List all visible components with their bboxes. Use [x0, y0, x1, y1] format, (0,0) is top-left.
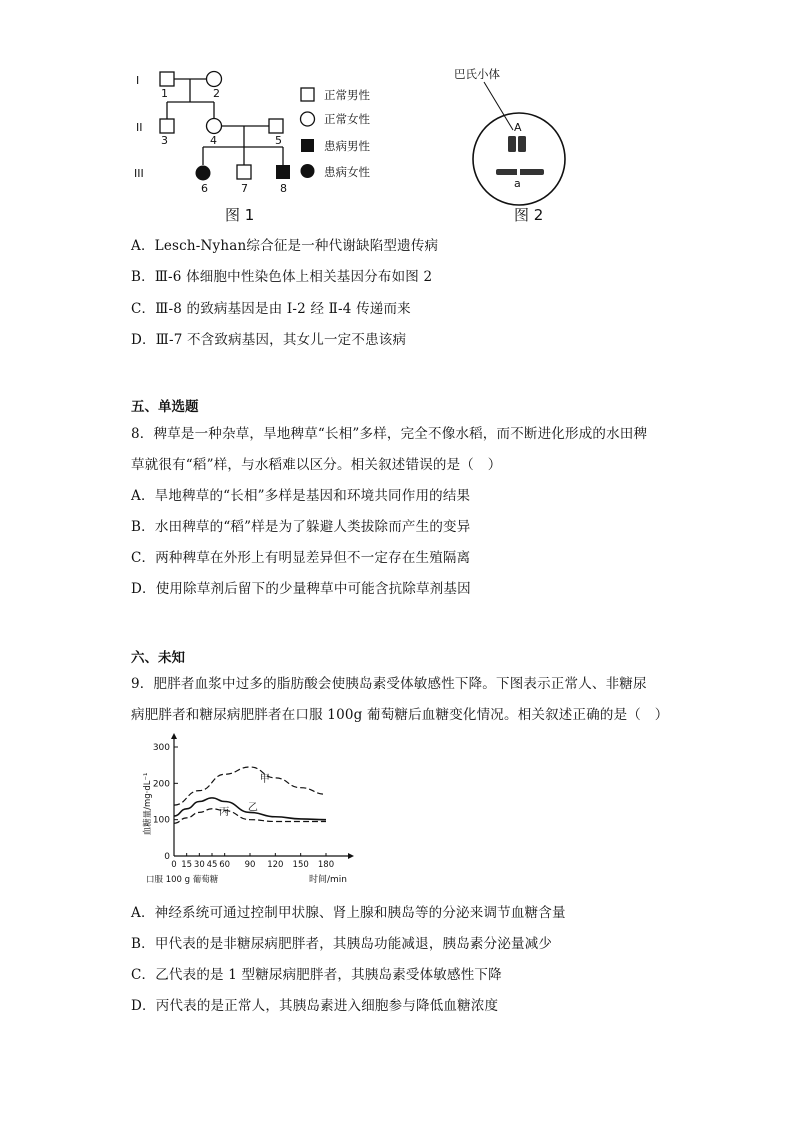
series-label-乙: 乙	[247, 802, 258, 814]
pedigree-II-5-normal-male	[269, 119, 283, 133]
pedigree-II-4-normal-female	[207, 119, 222, 134]
legend-affected-male: 患病男性	[324, 139, 370, 153]
pedigree-I-2-normal-female	[207, 72, 222, 87]
x-tick-label: 90	[244, 860, 256, 870]
chart-series-group	[174, 767, 326, 823]
x-tick-label: 150	[292, 860, 309, 870]
legend-normal-female: 正常女性	[324, 112, 370, 126]
x-tick-label: 30	[193, 860, 205, 870]
q7-option-a: A．Lesch-Nyhan综合征是一种代谢缺陷型遗传病	[131, 238, 439, 254]
q8-option-d: D．使用除草剂后留下的少量稗草中可能含抗除草剂基因	[131, 581, 471, 597]
blood-sugar-chart	[128, 732, 368, 892]
gen-label-II: II	[136, 121, 143, 134]
q9-stem-line1: 9．肥胖者血浆中过多的脂肪酸会使胰岛素受体敏感性下降。下图表示正常人、非糖尿	[131, 676, 647, 692]
chart-text-group	[142, 743, 347, 885]
series-line-甲	[174, 767, 326, 805]
gen-label-I: I	[136, 74, 140, 87]
y-tick-label: 0	[164, 852, 170, 862]
pedigree-II-3-normal-male	[160, 119, 174, 133]
legend-affected-female-symbol	[301, 164, 315, 178]
figure1-caption: 图 1	[225, 206, 255, 224]
cell-figure	[450, 58, 590, 228]
person-label-5: 5	[275, 134, 282, 147]
person-label-6: 6	[201, 182, 208, 195]
x-axis-note: 口服 100 g 葡萄糖	[146, 875, 219, 885]
legend-affected-female: 患病女性	[324, 165, 370, 179]
x-tick-label: 15	[181, 860, 193, 870]
x-tick-label: 0	[171, 860, 177, 870]
q8-option-a: A．旱地稗草的“长相”多样是基因和环境共同作用的结果	[131, 488, 471, 504]
y-tick-label: 200	[152, 779, 170, 790]
series-label-丙: 丙	[219, 806, 230, 818]
pedigree-III-7-normal-male	[237, 165, 251, 179]
q7-option-d: D．Ⅲ-7 不含致病基因，其女儿一定不患该病	[131, 332, 407, 348]
q8-stem-line1: 8．稗草是一种杂草，旱地稗草“长相”多样，完全不像水稻，而不断进化形成的水田稗	[131, 426, 648, 442]
x-axis-arrow	[348, 853, 354, 859]
y-tick-label: 100	[152, 815, 170, 826]
person-label-8: 8	[280, 182, 287, 195]
q7-option-b: B．Ⅲ-6 体细胞中性染色体上相关基因分布如图 2	[131, 269, 433, 285]
allele-label-A: A	[514, 121, 522, 134]
q7-option-c: C．Ⅲ-8 的致病基因是由 Ⅰ-2 经 Ⅱ-4 传递而来	[131, 301, 411, 317]
legend-normal-male: 正常男性	[324, 88, 370, 102]
series-label-甲: 甲	[259, 773, 270, 785]
person-label-4: 4	[210, 134, 217, 147]
y-axis-arrow	[171, 733, 177, 739]
q8-stem-line2: 草就很有“稻”样，与水稻难以区分。相关叙述错误的是（ ）	[131, 457, 502, 473]
legend-normal-male-symbol	[301, 88, 314, 101]
person-label-2: 2	[213, 87, 220, 100]
pedigree-figure	[128, 62, 388, 227]
gen-label-III: III	[134, 167, 144, 180]
x-tick-label: 60	[219, 860, 231, 870]
x-tick-label: 180	[317, 860, 335, 870]
q8-option-b: B．水田稗草的“稻”样是为了躲避人类拔除而产生的变异	[131, 519, 471, 535]
y-tick-label: 300	[152, 743, 170, 753]
q9-option-a: A．神经系统可通过控制甲状腺、肾上腺和胰岛等的分泌来调节血糖含量	[131, 905, 566, 921]
y-axis-label: 血糖量/mg·dL⁻¹	[143, 772, 153, 836]
section6-title: 六、未知	[131, 650, 185, 666]
x-axis-label: 时间/min	[308, 875, 348, 885]
barr-body-label: 巴氏小体	[454, 67, 500, 81]
q9-option-d: D．丙代表的是正常人，其胰岛素进入细胞参与降低血糖浓度	[131, 998, 499, 1014]
person-label-7: 7	[241, 182, 248, 195]
figure2-caption: 图 2	[514, 206, 544, 224]
person-label-1: 1	[161, 87, 168, 100]
pedigree-III-8-affected-male	[276, 165, 290, 179]
legend-affected-male-symbol	[301, 139, 314, 152]
pedigree-III-6-affected-female	[196, 166, 211, 181]
q9-stem-line2: 病肥胖者和糖尿病肥胖者在口服 100g 葡萄糖后血糖变化情况。相关叙述正确的是（ ）	[131, 707, 669, 723]
barr-body-chromosome	[508, 136, 516, 152]
person-label-3: 3	[161, 134, 168, 147]
x-tick-label: 120	[267, 860, 284, 870]
q9-option-c: C．乙代表的是 1 型糖尿病肥胖者，其胰岛素受体敏感性下降	[131, 967, 502, 983]
legend-normal-female-symbol	[301, 112, 315, 126]
allele-label-a: a	[514, 177, 521, 190]
q8-option-c: C．两种稗草在外形上有明显差异但不一定存在生殖隔离	[131, 550, 471, 566]
section5-title: 五、单选题	[131, 399, 199, 415]
q9-option-b: B．甲代表的是非糖尿病肥胖者，其胰岛功能减退，胰岛素分泌量减少	[131, 936, 553, 952]
chart-axes	[171, 733, 354, 859]
x-tick-label: 45	[206, 860, 218, 870]
pedigree-I-1-normal-male	[160, 72, 174, 86]
